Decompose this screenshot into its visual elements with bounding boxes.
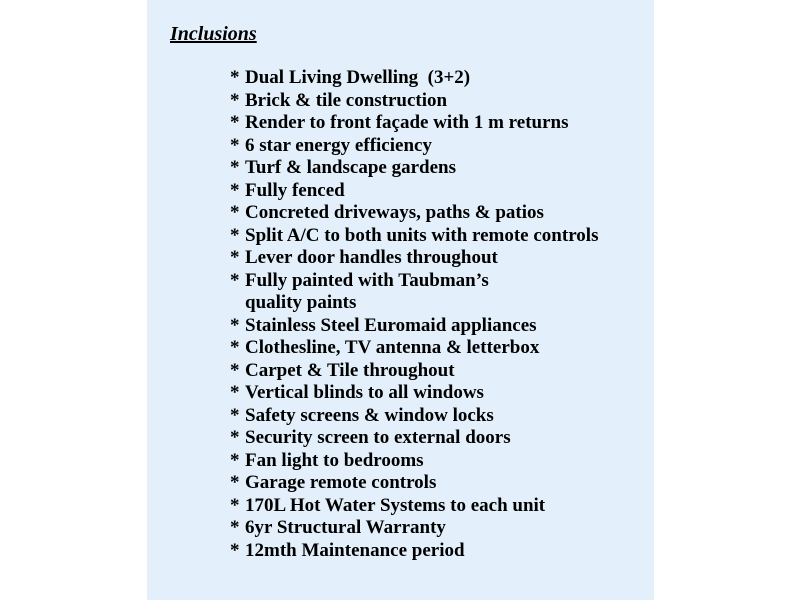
asterisk-bullet: * bbox=[230, 427, 240, 448]
asterisk-bullet: * bbox=[230, 67, 240, 88]
inclusion-item bbox=[230, 67, 598, 90]
inclusion-item-continuation: quality paints bbox=[245, 292, 357, 313]
asterisk-bullet: * bbox=[230, 247, 240, 268]
inclusion-item bbox=[230, 472, 598, 495]
inclusion-item bbox=[230, 202, 598, 225]
inclusion-item bbox=[230, 405, 598, 428]
inclusion-item-text: Garage remote controls bbox=[245, 472, 437, 493]
inclusion-item-text: Split A/C to both units with remote controls bbox=[245, 224, 599, 246]
inclusion-item-text: Clothesline, TV antenna & letterbox bbox=[245, 337, 540, 358]
inclusion-item-text: Dual Living Dwelling (3+2) bbox=[245, 67, 471, 88]
inclusion-item bbox=[230, 382, 598, 405]
asterisk-bullet: * bbox=[230, 157, 240, 178]
inclusion-item-text: Brick & tile construction bbox=[245, 89, 448, 111]
inclusion-item-text: Concreted driveways, paths & patios bbox=[245, 202, 544, 223]
inclusions-heading: Inclusions bbox=[170, 23, 257, 45]
inclusion-item bbox=[230, 247, 598, 270]
asterisk-bullet: * bbox=[230, 314, 240, 336]
asterisk-bullet: * bbox=[230, 134, 240, 156]
inclusions-list bbox=[230, 67, 598, 562]
asterisk-bullet: * bbox=[230, 179, 240, 201]
inclusion-item-text: Turf & landscape gardens bbox=[245, 157, 456, 178]
asterisk-bullet: * bbox=[230, 202, 240, 223]
asterisk-bullet: * bbox=[230, 337, 240, 358]
asterisk-bullet: * bbox=[230, 112, 240, 133]
inclusion-item bbox=[230, 337, 598, 360]
inclusion-item bbox=[230, 495, 598, 518]
inclusion-item bbox=[230, 427, 598, 450]
inclusion-item bbox=[230, 157, 598, 180]
inclusion-item-text: Security screen to external doors bbox=[245, 427, 511, 448]
inclusion-item-text: Safety screens & window locks bbox=[245, 404, 494, 426]
asterisk-bullet: * bbox=[230, 269, 240, 291]
inclusion-item bbox=[230, 517, 598, 540]
inclusion-item-text: Fully fenced bbox=[245, 179, 345, 201]
asterisk-bullet: * bbox=[230, 404, 240, 426]
asterisk-bullet: * bbox=[230, 517, 240, 538]
inclusion-item-text: Fan light to bedrooms bbox=[245, 449, 424, 471]
inclusion-item-text: Stainless Steel Euromaid appliances bbox=[245, 314, 537, 336]
asterisk-bullet: * bbox=[230, 382, 240, 403]
inclusion-item-text: Lever door handles throughout bbox=[245, 247, 498, 268]
inclusion-item-text: 170L Hot Water Systems to each unit bbox=[245, 494, 546, 516]
inclusion-item bbox=[230, 90, 598, 113]
inclusion-item bbox=[230, 540, 598, 563]
asterisk-bullet: * bbox=[230, 494, 240, 516]
asterisk-bullet: * bbox=[230, 359, 240, 381]
inclusion-item-text: 6 star energy efficiency bbox=[245, 134, 432, 156]
inclusion-item bbox=[230, 135, 598, 158]
inclusion-item bbox=[230, 180, 598, 203]
asterisk-bullet: * bbox=[230, 89, 240, 111]
inclusion-item-text: Render to front façade with 1 m returns bbox=[245, 112, 569, 133]
asterisk-bullet: * bbox=[230, 449, 240, 471]
inclusion-item-text: Fully painted with Taubman’s bbox=[245, 269, 489, 291]
inclusion-item-text: Carpet & Tile throughout bbox=[245, 359, 455, 381]
inclusion-item bbox=[230, 112, 598, 135]
inclusion-item bbox=[230, 450, 598, 473]
asterisk-bullet: * bbox=[230, 224, 240, 246]
inclusion-item bbox=[230, 360, 598, 383]
inclusion-item-text: 6yr Structural Warranty bbox=[245, 517, 446, 538]
inclusion-item-text: 12mth Maintenance period bbox=[245, 539, 465, 561]
inclusion-item bbox=[230, 225, 598, 248]
inclusion-item-text: Vertical blinds to all windows bbox=[245, 382, 484, 403]
asterisk-bullet: * bbox=[230, 539, 240, 561]
asterisk-bullet: * bbox=[230, 472, 240, 493]
inclusion-item bbox=[230, 315, 598, 338]
inclusion-item bbox=[230, 270, 598, 315]
